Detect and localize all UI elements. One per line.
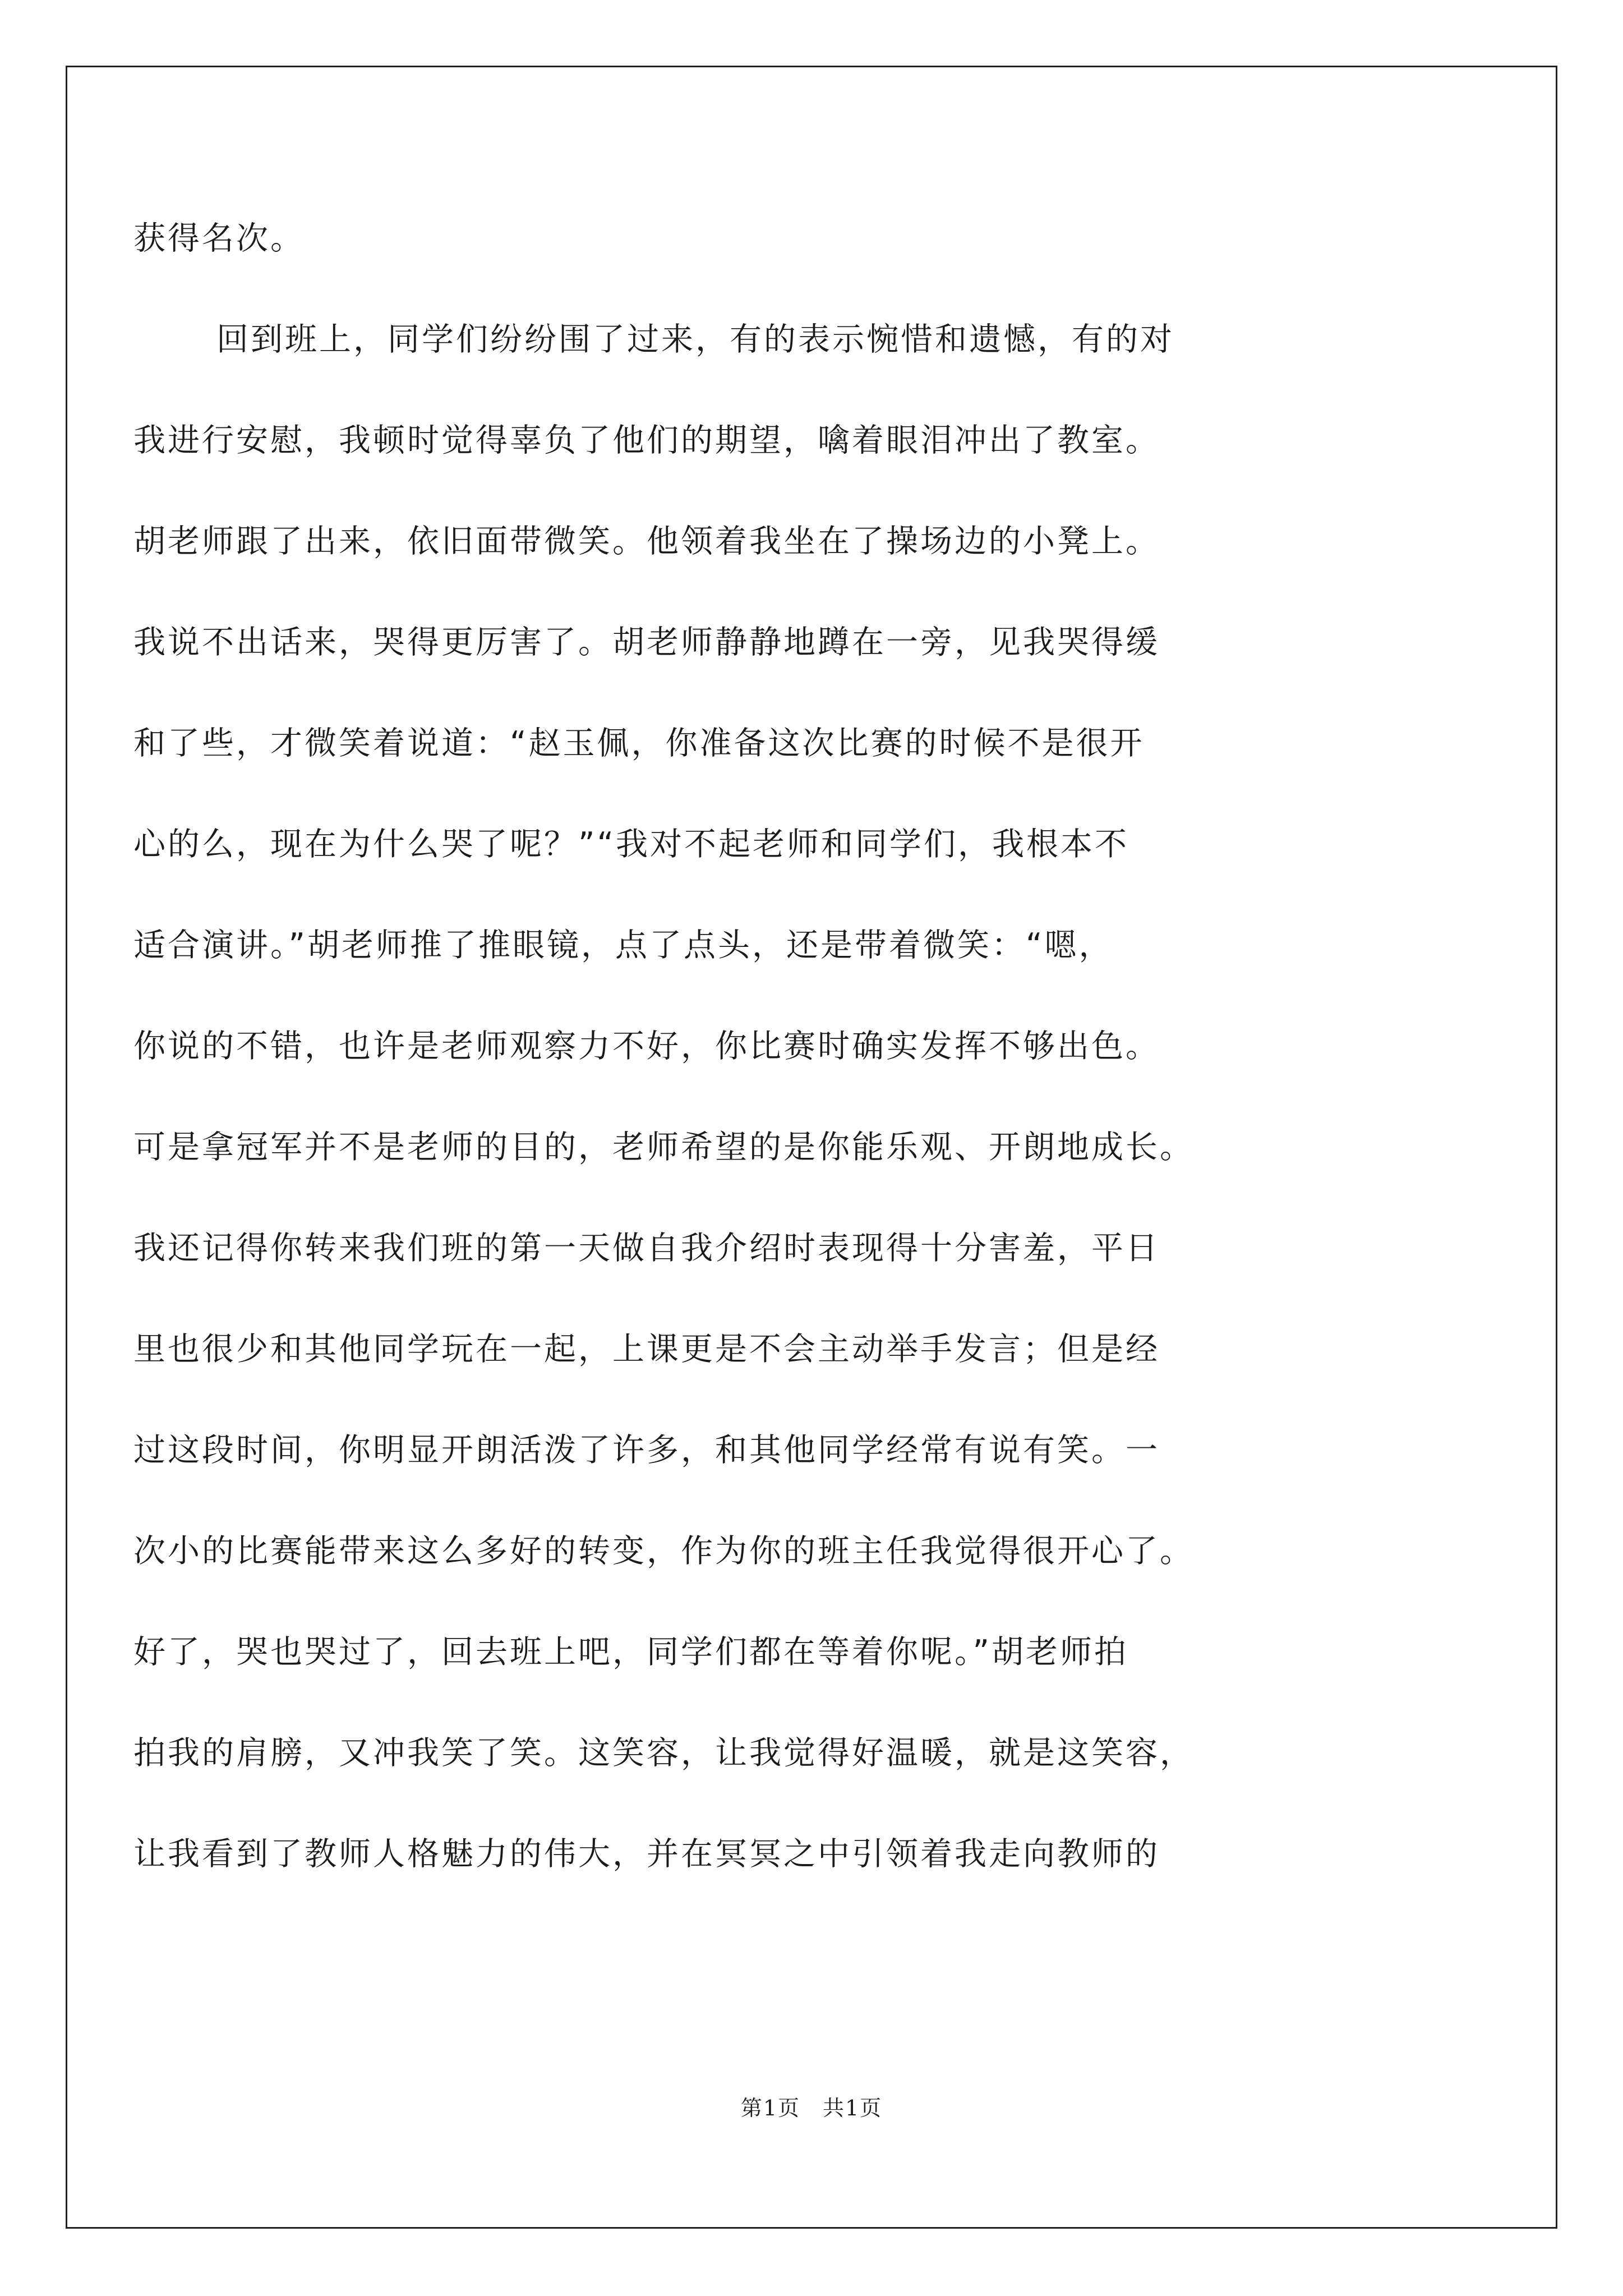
- text-line: 我说不出话来，哭得更厉害了。胡老师静静地蹲在一旁，见我哭得缓: [133, 624, 1160, 661]
- text-line: 好了，哭也哭过了，回去班上吧，同学们都在等着你呢。”胡老师拍: [133, 1634, 1129, 1671]
- text-line: 获得名次。: [133, 220, 305, 257]
- text-line: 心的么，现在为什么哭了呢？”“我对不起老师和同学们，我根本不: [133, 826, 1129, 863]
- text-line: 让我看到了教师人格魅力的伟大，并在冥冥之中引领着我走向教师的: [133, 1835, 1160, 1872]
- text-line: 和了些，才微笑着说道：“赵玉佩，你准备这次比赛的时候不是很开: [133, 725, 1145, 762]
- page-number: 第1页 共1页: [740, 2096, 883, 2120]
- text-line: 我还记得你转来我们班的第一天做自我介绍时表现得十分害羞，平日: [133, 1230, 1160, 1267]
- text-line: 拍我的肩膀，又冲我笑了笑。这笑容，让我觉得好温暖，就是这笑容，: [133, 1734, 1194, 1772]
- text-line: 过这段时间，你明显开朗活泼了许多，和其他同学经常有说有笑。一: [133, 1432, 1160, 1469]
- text-line: 里也很少和其他同学玩在一起，上课更是不会主动举手发言；但是经: [133, 1331, 1160, 1368]
- text-line: 你说的不错，也许是老师观察力不好，你比赛时确实发挥不够出色。: [133, 1028, 1160, 1065]
- text-line: 我进行安慰，我顿时觉得辜负了他们的期望，噙着眼泪冲出了教室。: [133, 422, 1160, 459]
- text-line: 可是拿冠军并不是老师的目的，老师希望的是你能乐观、开朗地成长。: [133, 1129, 1194, 1166]
- text-line: 适合演讲。”胡老师推了推眼镜，点了点头，还是带着微笑：“嗯，: [133, 927, 1113, 964]
- text-line: 回到班上，同学们纷纷围了过来，有的表示惋惜和遗憾，有的对: [216, 321, 1174, 358]
- text-line: 胡老师跟了出来，依旧面带微笑。他领着我坐在了操场边的小凳上。: [133, 523, 1160, 560]
- text-line: 次小的比赛能带来这么多好的转变，作为你的班主任我觉得很开心了。: [133, 1533, 1194, 1570]
